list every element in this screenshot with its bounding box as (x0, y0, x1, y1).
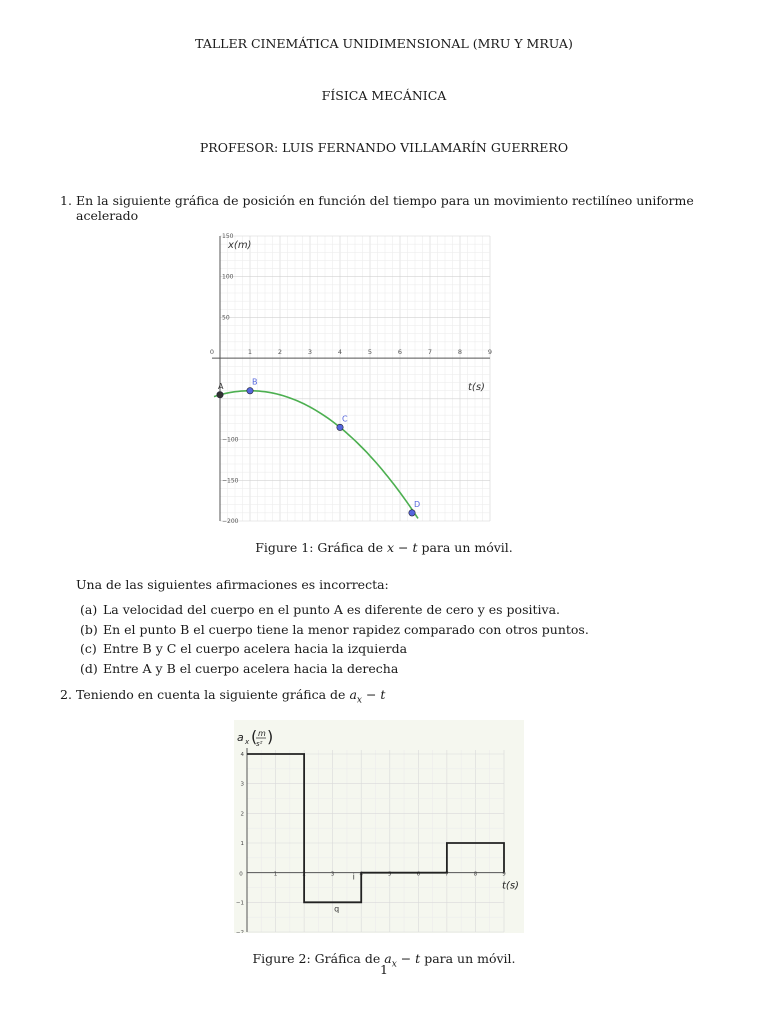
question-1-text: En la siguiente gráfica de posición en función del tiempo para un movimiento rectilíneo uniforme acelerado (76, 193, 694, 223)
question-2-text-body: Teniendo en cuenta la siguiente gráfica de (76, 687, 350, 702)
figure-2-caption-suffix: para un móvil. (420, 951, 516, 966)
figure-2-caption-math-a: a (384, 951, 392, 966)
chart-1-point-label-c: C (342, 414, 348, 424)
chart-1-point-c (337, 424, 343, 430)
chart-1-point-label-d: D (414, 499, 421, 509)
chart-2-annotation-i: i (352, 872, 355, 882)
figure-2-caption-prefix: Figure 2: Gráfica de (252, 951, 385, 966)
chart-1-points (217, 378, 420, 516)
chart-2-y-tick-label: 2 (240, 811, 244, 818)
position-time-chart (206, 232, 498, 524)
chart-2-x-tick-label: 6 (416, 871, 421, 878)
question-2-math-sub: x (356, 695, 362, 706)
question-2-math-a: a (349, 687, 357, 702)
chart-2-x-tick-label: 0 (239, 871, 243, 878)
page-number: 1 (380, 962, 388, 977)
chart-2-y-label-unit-den: s² (256, 740, 263, 748)
figure-1-caption-prefix: Figure 1: Gráfica de (255, 540, 387, 555)
chart-1-x-tick-label: 2 (277, 348, 283, 357)
chart-1-x-axis-label: t(s) (468, 382, 485, 394)
chart-1-point-a (217, 392, 223, 398)
chart-1-x-tick-label: 3 (307, 348, 313, 357)
option-d-text: Entre A y B el cuerpo acelera hacia la derecha (103, 661, 399, 676)
figure-1-caption (0, 540, 768, 555)
chart-2-y-tick-label: −2 (235, 930, 244, 933)
chart-1-x-tick-label: 4 (337, 348, 343, 357)
chart-2-y-label-unit-num: m (258, 729, 266, 738)
chart-2-x-tick-label: 7 (445, 871, 449, 878)
chart-2-background (234, 720, 524, 933)
chart-1-point-label-a: A (218, 381, 224, 391)
chart-1-x-tick-label: 9 (487, 348, 493, 357)
chart-2-y-label-a: a (237, 731, 244, 744)
question-2-number: 2. (60, 687, 72, 702)
chart-1-point-d (409, 510, 415, 516)
chart-1-y-tick-label: 100 (222, 273, 234, 281)
option-a-text: La velocidad del cuerpo en el punto A es diferente de cero y es positiva. (103, 602, 560, 617)
chart-2-annotation-q: q (334, 904, 340, 914)
chart-2-x-tick-label: 5 (388, 871, 392, 878)
chart-2-x-tick-label: 4 (359, 871, 363, 878)
figure-2-caption-math-sub: x (391, 959, 397, 970)
chart-1-grid (220, 236, 493, 521)
option-b-text: En el punto B el cuerpo tiene la menor rapidez comparado con otros puntos. (103, 622, 589, 637)
figure-1-caption-math: x − t (386, 540, 418, 555)
chart-1-position-curve (214, 391, 421, 519)
chart-2-x-tick-label: 9 (502, 871, 506, 878)
question-2-text (76, 687, 385, 706)
chart-2-y-label-paren-close: ) (267, 727, 274, 746)
chart-2-x-axis-label: t(s) (502, 880, 519, 892)
chart-2-y-label-sub: x (245, 738, 250, 746)
chart-1-curve (214, 391, 421, 519)
chart-1-point-b (247, 388, 253, 394)
chart-1-y-tick-label: −200 (222, 518, 239, 524)
option-c-text: Entre B y C el cuerpo acelera hacia la izquierda (103, 641, 408, 656)
chart-1-x-tick-label: 7 (427, 348, 433, 357)
document-title: TALLER CINEMÁTICA UNIDIMENSIONAL (MRU Y MRUA) (195, 36, 573, 51)
chart-1-x-tick-label: 6 (397, 348, 403, 357)
question-2-math-tail: − t (361, 687, 386, 702)
document-professor: PROFESOR: LUIS FERNANDO VILLAMARÍN GUERRERO (199, 140, 569, 155)
chart-2-x-tick-label: 1 (273, 871, 278, 878)
option-a-label: (a) (80, 602, 98, 617)
chart-1-y-tick-label: −150 (222, 477, 239, 485)
option-d-label: (d) (80, 661, 98, 676)
chart-1-y-tick-label: −100 (222, 436, 239, 444)
document-subject: FÍSICA MECÁNICA (321, 88, 447, 103)
chart-1-x-tick-label: 8 (457, 348, 463, 357)
chart-2-y-tick-label: −1 (235, 900, 244, 907)
chart-1-point-label-b: B (252, 377, 258, 387)
chart-1-x-tick-label: 5 (367, 348, 373, 357)
chart-1-y-tick-label: 150 (222, 233, 234, 240)
chart-1-y-tick-label: 50 (222, 314, 230, 322)
question-1-intro: Una de las siguientes afirmaciones es incorrecta: (76, 577, 389, 592)
chart-1-y-axis-label: x(m) (228, 240, 252, 251)
chart-2-y-tick-label: 3 (240, 781, 244, 788)
chart-1-x-tick-label: 0 (209, 348, 215, 357)
question-1-number: 1. (60, 193, 72, 208)
chart-2-y-label-paren-open: ( (251, 727, 258, 746)
acceleration-time-chart (234, 720, 524, 933)
chart-2-y-tick-label: 1 (240, 841, 244, 847)
chart-2-x-tick-label: 2 (302, 871, 306, 878)
option-c-label: (c) (80, 641, 97, 656)
option-b-label: (b) (80, 622, 98, 637)
figure-2-caption-math-tail: − t (396, 951, 421, 966)
chart-1-x-tick-label: 1 (247, 348, 253, 357)
figure-1-caption-suffix: para un móvil. (417, 540, 513, 555)
chart-2-x-tick-label: 3 (330, 871, 335, 878)
chart-2-x-tick-label: 8 (473, 871, 478, 878)
chart-2-y-tick-label: 4 (240, 752, 244, 758)
